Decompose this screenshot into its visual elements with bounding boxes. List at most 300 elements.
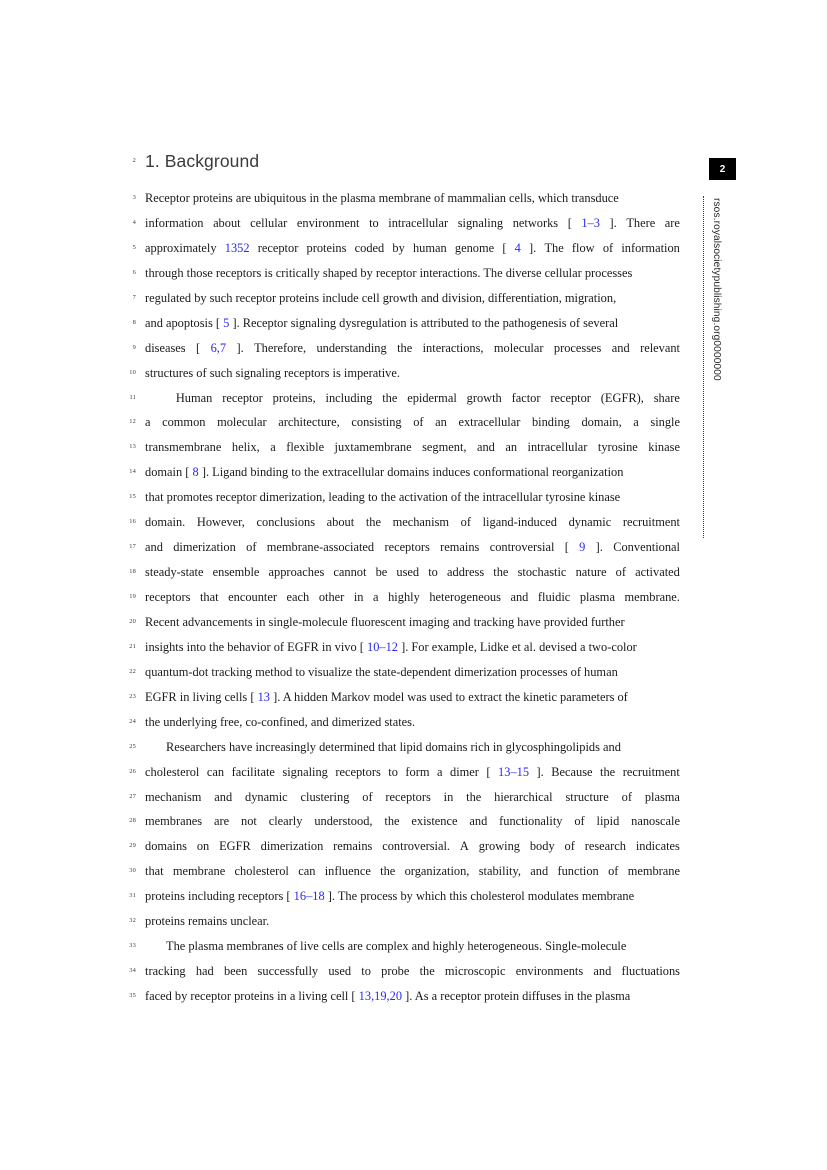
text-run: human	[412, 240, 447, 255]
text-run: functionality	[499, 814, 563, 829]
text-run: Because	[551, 764, 593, 779]
text-run: consisting	[351, 415, 402, 430]
text-run: that promotes receptor dimerization, leading to the activation of the intracellular tyrosine kinase	[145, 490, 621, 505]
text-run: dynamic	[245, 789, 288, 804]
text-run: microscopic	[444, 964, 506, 979]
text-run: [	[502, 240, 507, 255]
text-run: in	[443, 789, 454, 804]
line-number: 9	[132, 343, 136, 351]
text-line	[129, 809, 680, 834]
text-run: and	[530, 864, 549, 879]
text-line	[129, 984, 680, 1009]
line-number: 28	[129, 817, 136, 825]
text-run: binding	[531, 415, 570, 430]
text-run: controversial	[489, 540, 555, 555]
text-run: molecular	[217, 415, 267, 430]
text-run: existence	[411, 814, 458, 829]
text-line	[129, 460, 680, 485]
text-run: successfully	[257, 964, 319, 979]
text-run: activated	[635, 565, 680, 580]
text-run: kinase	[648, 440, 680, 455]
paragraph	[129, 186, 680, 386]
line-number: 7	[132, 293, 136, 301]
text-run: cholesterol	[234, 864, 289, 879]
text-run: epidermal	[407, 390, 457, 405]
line-number: 26	[129, 767, 136, 775]
text-run: of	[602, 240, 614, 255]
text-run: that	[145, 864, 164, 879]
text-line	[129, 760, 680, 785]
text-run: be	[375, 565, 388, 580]
text-run: of	[564, 839, 575, 854]
text-run: [	[567, 215, 572, 230]
text-run: function	[557, 864, 599, 879]
text-run: ].	[595, 540, 603, 555]
text-run: domain.	[145, 515, 186, 530]
text-run: the	[365, 515, 381, 530]
text-run: ]. Receptor signaling dysregulation is attributed to the pathogenesis of several	[232, 315, 619, 330]
citation-link[interactable]: 13,19,20	[358, 989, 403, 1003]
text-run: of	[615, 565, 626, 580]
line-number: 12	[129, 418, 136, 426]
text-run: are	[214, 814, 230, 829]
text-line	[129, 834, 680, 859]
text-run: hierarchical	[494, 789, 553, 804]
text-run: stochastic	[517, 565, 567, 580]
text-run: form	[405, 764, 430, 779]
text-run: receptor	[550, 390, 591, 405]
text-run: segment,	[422, 440, 467, 455]
text-run: information	[145, 215, 204, 230]
text-run: information	[621, 240, 680, 255]
text-run: to	[361, 964, 371, 979]
text-run: a	[145, 415, 151, 430]
citation-link[interactable]: 10–12	[367, 639, 398, 654]
text-run: and	[145, 540, 163, 555]
text-run: molecular	[493, 340, 544, 355]
text-run: receptor	[222, 390, 263, 405]
text-run: on	[196, 839, 210, 854]
text-line	[132, 286, 680, 311]
line-number: 5	[132, 243, 136, 251]
text-run: dynamic	[568, 515, 612, 530]
text-run: are	[664, 215, 680, 230]
text-run: a	[437, 764, 443, 779]
text-line	[129, 361, 680, 386]
text-run: other	[318, 590, 345, 604]
text-run: tyrosine	[597, 440, 638, 455]
text-run: about	[213, 215, 241, 230]
text-run: of	[246, 540, 257, 555]
text-run: facilitate	[231, 764, 275, 779]
text-run: fluctuations	[621, 964, 680, 979]
text-run: recruitment	[622, 515, 680, 530]
article-body	[129, 186, 680, 1009]
text-run: can	[298, 864, 316, 879]
page-number-badge	[709, 158, 736, 180]
text-run: steady-state	[145, 565, 204, 580]
text-run: factor	[511, 390, 541, 405]
text-run: to	[428, 565, 438, 580]
line-number: 29	[129, 842, 136, 850]
text-line	[129, 610, 680, 635]
text-line	[129, 410, 680, 435]
line-number: 15	[129, 493, 136, 501]
text-run: regulated by such receptor proteins include cell growth and division, differentiation, migration,	[145, 290, 617, 305]
line-number: 8	[132, 318, 136, 326]
text-run: However,	[196, 515, 245, 530]
text-run: processes	[553, 340, 602, 355]
text-run: approaches	[268, 565, 325, 580]
text-run: ligand-induced	[482, 515, 557, 530]
text-run: controversial.	[382, 839, 451, 854]
line-number: 21	[129, 642, 136, 650]
text-run: receptors	[384, 540, 430, 555]
line-number: 18	[129, 568, 136, 576]
line-number: 34	[129, 967, 136, 975]
text-run: the	[419, 964, 435, 979]
text-run: intracellular	[388, 215, 449, 230]
text-run: plasma	[579, 590, 615, 604]
text-run: lipid	[596, 814, 620, 829]
text-run: used	[396, 565, 420, 580]
text-run: ensemble	[212, 565, 260, 580]
text-run: nature	[575, 565, 607, 580]
text-run: The plasma membranes of live cells are complex and highly heterogeneous. Single-molecule	[166, 939, 627, 954]
text-run: Researchers have increasingly determined that lipid domains rich in glycosphingolipids and	[166, 739, 621, 754]
text-run: ].	[236, 340, 244, 355]
text-run: transmembrane	[145, 440, 222, 455]
text-run: a	[633, 415, 639, 430]
text-run: receptor	[257, 240, 299, 255]
line-number: 35	[129, 992, 136, 999]
text-run: networks	[512, 215, 559, 230]
text-run: interactions,	[422, 340, 484, 355]
section-heading-text: 1. Background	[145, 151, 260, 171]
line-number: 25	[129, 742, 136, 750]
text-run: insights into the behavior of EGFR in vivo [	[145, 639, 364, 654]
text-run: had	[195, 964, 214, 979]
line-number: 10	[129, 368, 136, 376]
text-run: membrane	[172, 864, 226, 879]
text-run: understanding	[316, 340, 387, 355]
text-run: and apoptosis [	[145, 315, 221, 330]
line-number: 11	[129, 393, 136, 401]
text-run: clustering	[300, 789, 350, 804]
text-run: to	[388, 764, 398, 779]
text-run: cholesterol	[145, 764, 200, 779]
text-run: environments	[515, 964, 584, 979]
text-run: EGFR in living cells [	[145, 689, 255, 704]
citation-link[interactable]: 4	[514, 240, 521, 255]
text-run: receptors	[335, 764, 381, 779]
text-run: faced by receptor proteins in a living cell [	[145, 989, 356, 1003]
citation-link[interactable]: 1352	[224, 240, 250, 255]
text-run: domains	[145, 839, 187, 854]
text-line	[129, 934, 680, 959]
text-run: remains	[440, 540, 480, 555]
text-line	[129, 485, 680, 510]
text-run: fluidic	[537, 590, 571, 604]
line-number: 16	[129, 518, 136, 526]
text-run: used	[328, 964, 352, 979]
text-line	[129, 785, 680, 810]
text-run: proteins including receptors [	[145, 889, 291, 904]
text-run: The	[544, 240, 564, 255]
text-run: of	[413, 415, 424, 430]
text-line	[132, 336, 680, 361]
text-run: There	[626, 215, 656, 230]
text-run: architecture,	[278, 415, 340, 430]
text-run: and	[510, 590, 529, 604]
text-run: and	[611, 340, 630, 355]
text-run: ].	[529, 240, 537, 255]
text-run: proteins remains unclear.	[145, 914, 270, 929]
line-number: 6	[132, 268, 136, 276]
text-line	[129, 710, 680, 735]
text-run: membranes	[145, 814, 203, 829]
text-run: clearly	[268, 814, 303, 829]
text-run: research	[584, 839, 626, 854]
text-run: growing	[478, 839, 520, 854]
text-run: nanoscale	[631, 814, 680, 829]
text-run: membrane-associated	[266, 540, 375, 555]
paragraph	[129, 735, 680, 935]
text-line	[129, 685, 680, 710]
text-run: receptors	[145, 590, 191, 604]
line-number: 3	[132, 194, 136, 201]
text-line	[132, 186, 680, 211]
text-run: an	[505, 440, 518, 455]
text-run: signaling	[457, 215, 504, 230]
text-run: and	[214, 789, 233, 804]
text-line	[129, 884, 680, 909]
text-run: understood,	[314, 814, 373, 829]
text-run: heterogeneous	[429, 590, 501, 604]
text-line	[132, 211, 680, 236]
text-run: relevant	[640, 340, 680, 355]
text-run: ].	[609, 215, 617, 230]
text-run: common	[162, 415, 206, 430]
text-run: flow	[571, 240, 595, 255]
text-run: of	[621, 789, 632, 804]
text-line	[129, 660, 680, 685]
text-run: the	[493, 565, 509, 580]
line-number: 31	[129, 892, 136, 900]
text-run: conclusions	[256, 515, 316, 530]
text-run: helix,	[231, 440, 260, 455]
text-run: flexible	[286, 440, 325, 455]
text-run: organization,	[404, 864, 470, 879]
text-run: environment	[296, 215, 360, 230]
citation-link[interactable]: 8	[192, 465, 199, 480]
text-run: the	[382, 390, 398, 405]
line-number: 19	[129, 593, 136, 600]
text-run: a	[270, 440, 276, 455]
text-line	[129, 535, 680, 560]
text-run: genome	[454, 240, 495, 255]
text-run: an	[435, 415, 447, 430]
text-run: [	[486, 764, 491, 779]
text-run: the	[397, 340, 413, 355]
line-number: 24	[129, 717, 136, 725]
line-number: 30	[129, 867, 136, 875]
text-line	[129, 435, 680, 460]
text-run: highly	[388, 590, 420, 604]
line-number: 2	[132, 157, 136, 164]
text-line	[129, 510, 680, 535]
text-run: of	[362, 789, 373, 804]
text-run: and	[476, 440, 495, 455]
text-run: remains	[333, 839, 373, 854]
text-run: mechanism	[145, 789, 202, 804]
text-run: and	[469, 814, 488, 829]
line-number: 23	[129, 692, 136, 700]
text-run: by	[392, 240, 405, 255]
text-line	[132, 261, 680, 286]
text-run: quantum-dot tracking method to visualize the state-dependent dimerization processes of human	[145, 664, 618, 679]
text-run: the	[600, 764, 616, 779]
text-run: diseases	[145, 340, 186, 355]
line-number: 32	[129, 917, 136, 925]
text-run: cannot	[333, 565, 367, 580]
text-run: membrane	[627, 864, 680, 879]
line-number: 20	[129, 617, 136, 625]
text-run: of	[608, 864, 619, 879]
citation-link[interactable]: 13–15	[498, 764, 530, 779]
text-run: structures of such signaling receptors is imperative.	[145, 365, 400, 380]
text-run: ]. As a receptor protein diffuses in the plasma	[405, 989, 631, 1003]
text-run: body	[529, 839, 555, 854]
text-run: recruitment	[622, 764, 680, 779]
text-run: single	[650, 415, 680, 430]
text-run: intracellular	[527, 440, 588, 455]
text-line	[129, 386, 680, 411]
text-run: growth	[466, 390, 502, 405]
text-run: cellular	[250, 215, 288, 230]
text-run: and	[593, 964, 612, 979]
citation-link[interactable]: 6,7	[210, 340, 227, 355]
text-line	[132, 311, 680, 336]
paragraph	[129, 386, 680, 735]
text-run: dimerization	[260, 839, 324, 854]
text-run: address	[447, 565, 485, 580]
text-run: domain,	[581, 415, 622, 430]
text-run: the underlying free, co-confined, and dimerized states.	[145, 714, 416, 729]
text-run: in	[353, 590, 364, 604]
text-run: the	[380, 864, 396, 879]
text-run: extracellular	[458, 415, 521, 430]
text-run: ]. Ligand binding to the extracellular domains induces conformational reorganization	[201, 465, 624, 480]
text-run: (EGFR),	[600, 390, 644, 405]
text-run: about	[326, 515, 355, 530]
text-run: influence	[324, 864, 371, 879]
page-title	[132, 150, 685, 172]
citation-link[interactable]: 16–18	[293, 889, 325, 904]
text-run: Therefore,	[254, 340, 307, 355]
text-run: Receptor proteins are ubiquitous in the plasma membrane of mammalian cells, which transduce	[145, 191, 619, 205]
text-run: juxtamembrane	[334, 440, 412, 455]
text-line	[129, 560, 680, 585]
text-run: [	[564, 540, 569, 555]
text-run: Conventional	[613, 540, 680, 555]
line-number: 22	[129, 667, 136, 675]
text-run: share	[653, 390, 680, 405]
text-run: proteins	[306, 240, 347, 255]
paragraph-indent	[145, 386, 166, 411]
text-run: of	[574, 814, 585, 829]
text-line	[132, 236, 680, 261]
text-line	[129, 585, 680, 610]
citation-link[interactable]: 5	[223, 315, 230, 330]
text-run: dimerization	[173, 540, 236, 555]
text-line	[129, 959, 680, 984]
text-run: of	[460, 515, 471, 530]
text-run: through those receptors is critically shaped by receptor interactions. The diverse cellular processes	[145, 265, 633, 280]
text-run: tracking	[145, 964, 186, 979]
text-run: Human	[175, 390, 213, 405]
text-run: mechanism	[392, 515, 450, 530]
text-run: dimer	[450, 764, 479, 779]
article-id: 0000000	[711, 340, 722, 381]
text-line	[129, 909, 680, 934]
line-number: 27	[129, 792, 136, 800]
line-number: 4	[132, 218, 136, 226]
sidebar-running-head	[705, 198, 727, 498]
text-run: ].	[536, 764, 544, 779]
text-run: indicates	[635, 839, 680, 854]
page-number-value: 2	[719, 163, 726, 175]
text-run: signaling	[282, 764, 328, 779]
text-run: the	[466, 789, 482, 804]
text-run: the	[384, 814, 400, 829]
text-run: ]. For example, Lidke et al. devised a two-color	[401, 639, 637, 654]
text-run: ]. A hidden Markov model was used to extract the kinetic parameters of	[273, 689, 628, 704]
text-run: A	[459, 839, 469, 854]
text-run: [	[196, 340, 201, 355]
citation-link[interactable]: 1–3	[581, 215, 600, 230]
citation-link[interactable]: 13	[257, 689, 270, 704]
line-number: 17	[129, 543, 136, 551]
citation-link[interactable]: 9	[579, 540, 586, 555]
text-line	[129, 735, 680, 760]
text-run: not	[241, 814, 257, 829]
text-run: encounter	[228, 590, 277, 604]
text-run: domain [	[145, 465, 190, 480]
journal-url: rsos.royalsocietypublishing.org	[711, 198, 722, 341]
text-run: coded	[354, 240, 385, 255]
text-run: to	[369, 215, 379, 230]
text-run: Recent advancements in single-molecule fluorescent imaging and tracking have provided further	[145, 614, 625, 629]
text-run: plasma	[644, 789, 680, 804]
text-run: a	[373, 590, 379, 604]
line-number: 33	[129, 942, 136, 950]
text-run: probe	[381, 964, 410, 979]
text-run: receptors	[385, 789, 431, 804]
text-run: proteins,	[272, 390, 316, 405]
text-run: including	[325, 390, 373, 405]
text-run: approximately	[145, 240, 217, 255]
line-number: 13	[129, 443, 136, 451]
text-run: each	[286, 590, 310, 604]
text-run: structure	[565, 789, 609, 804]
text-run: been	[223, 964, 248, 979]
text-line	[129, 635, 680, 660]
text-run: that	[199, 590, 219, 604]
text-run: membrane.	[624, 590, 680, 604]
paragraph	[129, 934, 680, 1009]
line-number: 14	[129, 468, 136, 476]
